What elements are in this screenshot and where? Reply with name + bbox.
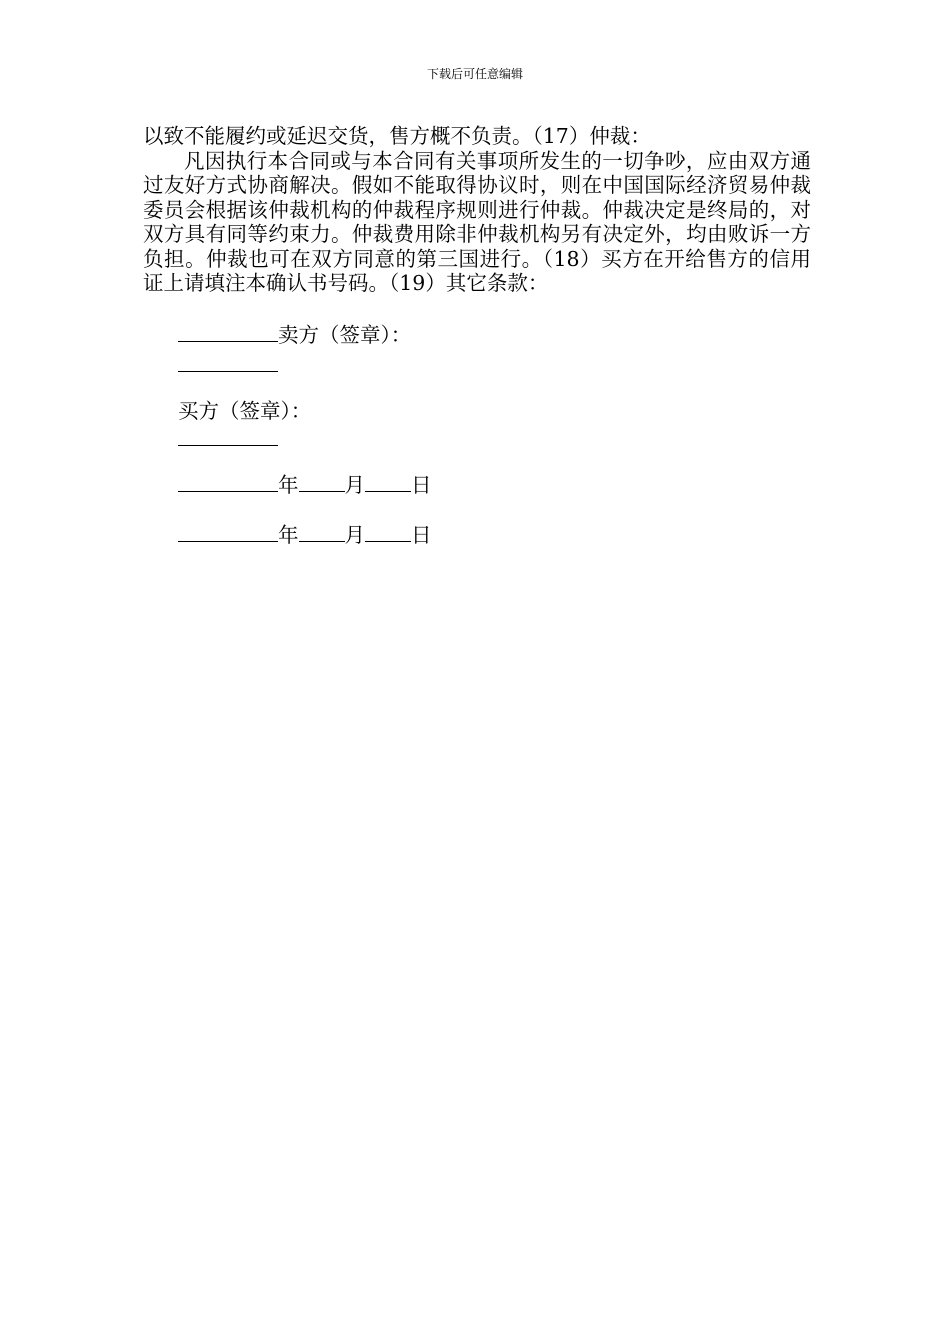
buyer-signature-blank-line: [178, 427, 278, 451]
buyer-label: 买方（签章）：: [178, 399, 312, 423]
seller-blank: [178, 324, 278, 342]
paragraph-force-majeure-end: 以致不能履约或延迟交货，售方概不负责。（17）仲裁：: [143, 124, 651, 148]
paragraph-arbitration: 凡因执行本合同或与本合同有关事项所发生的一切争吵，应由双方通过友好方式协商解决。假如不能取得协议时，则在中国国际经济贸易仲裁委员会根据该仲裁机构的仲裁程序规则进行仲裁。仲裁决定是终局的，对双方具有同等约束力。仲裁费用除非仲裁机构另有决定外，均由败诉一方负担。仲裁也可在双方同意的第三国进行。（18）买方在开给售方的信用证上请填注本确认书号码。（19）其它条款：: [143, 148, 811, 295]
seller-signature-line: [178, 323, 411, 347]
buyer-signature-line: [178, 399, 311, 423]
seller-label: 卖方（签章）：: [278, 323, 412, 347]
seller-signature-blank-line: [178, 353, 278, 377]
seller-day-label: 日: [411, 473, 432, 497]
buyer-month-blank: [299, 524, 345, 542]
seller-year-label: 年: [278, 473, 299, 497]
buyer-sign-blank: [178, 428, 278, 446]
buyer-month-label: 月: [344, 523, 365, 547]
seller-month-blank: [299, 474, 345, 492]
buyer-date-line: [178, 523, 432, 547]
contract-body: [143, 124, 811, 296]
buyer-day-label: 日: [411, 523, 432, 547]
buyer-year-label: 年: [278, 523, 299, 547]
buyer-year-blank: [178, 524, 278, 542]
seller-date-line: [178, 473, 432, 497]
seller-day-blank: [365, 474, 411, 492]
seller-year-blank: [178, 474, 278, 492]
seller-sign-blank: [178, 354, 278, 372]
page-header: 下载后可任意编辑: [426, 67, 523, 81]
seller-month-label: 月: [344, 473, 365, 497]
buyer-day-blank: [365, 524, 411, 542]
